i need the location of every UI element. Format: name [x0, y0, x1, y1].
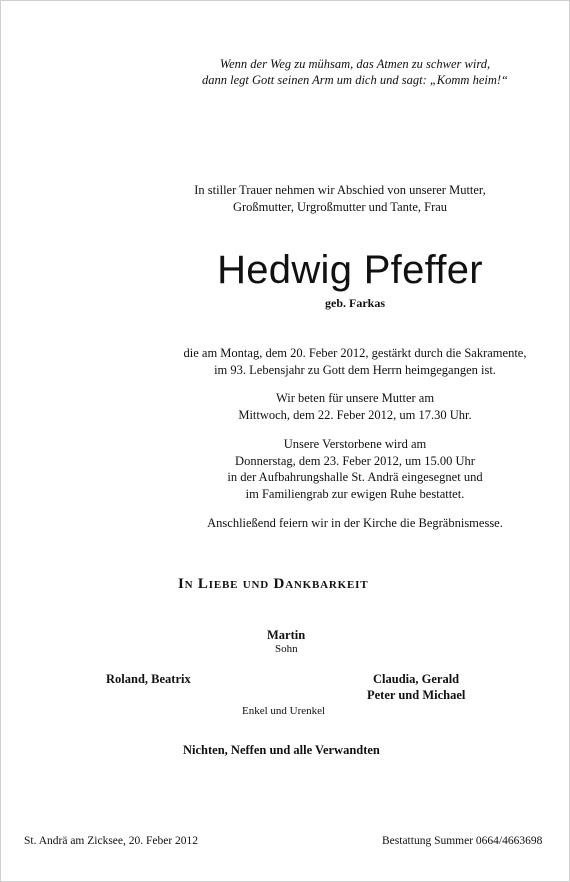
motto-line-2: dann legt Gott seinen Arm um dich und sagt: „Komm heim!“: [201, 73, 508, 87]
grandchildren-right-names-2: Peter und Michael: [367, 688, 466, 702]
prayer-notice: [0, 390, 570, 423]
maiden-name: geb. Farkas: [325, 296, 385, 310]
mass-notice: [0, 515, 570, 532]
deceased-name: Hedwig Pfeffer: [217, 248, 483, 292]
motto-quote: [0, 56, 570, 88]
death-notice-line-1: die am Montag, dem 20. Feber 2012, gestärkt durch die Sakramente,: [183, 346, 527, 360]
funeral-line-2: Donnerstag, dem 23. Feber 2012, um 15.00 Uhr: [235, 453, 475, 468]
grandchildren-left-names: Roland, Beatrix: [106, 672, 191, 686]
intro-line-1: In stiller Trauer nehmen wir Abschied von unserer Mutter,: [194, 183, 486, 197]
grandchildren-label: Enkel und Urenkel: [242, 705, 326, 717]
footer-place-date: St. Andrä am Zicksee, 20. Feber 2012: [24, 835, 199, 847]
funeral-notice: [0, 436, 570, 502]
prayer-line-2: Mittwoch, dem 22. Feber 2012, um 17.30 Uhr.: [238, 407, 472, 422]
gratitude-heading: In Liebe und Dankbarkeit: [178, 576, 369, 592]
son-label: Sohn: [275, 643, 298, 655]
prayer-line-1: Wir beten für unsere Mutter am: [275, 391, 435, 405]
grandchildren-right-names-1: Claudia, Gerald: [373, 672, 460, 686]
motto-line-1: Wenn der Weg zu mühsam, das Atmen zu schwer wird,: [219, 57, 491, 71]
death-notice: [0, 345, 570, 378]
intro-text: [0, 182, 570, 216]
son-name: Martin: [267, 628, 306, 642]
footer-funeral-home: Bestattung Summer 0664/4663698: [382, 835, 543, 847]
funeral-line-1: Unsere Verstorbene wird am: [283, 437, 427, 451]
intro-line-2: Großmutter, Urgroßmutter und Tante, Frau: [232, 200, 448, 214]
death-notice-line-2: im 93. Lebensjahr zu Gott dem Herrn heimgegangen ist.: [214, 362, 496, 377]
mass-line-1: Anschließend feiern wir in der Kirche die Begräbnismesse.: [207, 516, 503, 530]
relatives-line: Nichten, Neffen und alle Verwandten: [183, 743, 380, 757]
funeral-line-3: in der Aufbahrungshalle St. Andrä eingesegnet und: [227, 470, 483, 484]
funeral-line-4: im Familiengrab zur ewigen Ruhe bestattet.: [245, 486, 465, 501]
